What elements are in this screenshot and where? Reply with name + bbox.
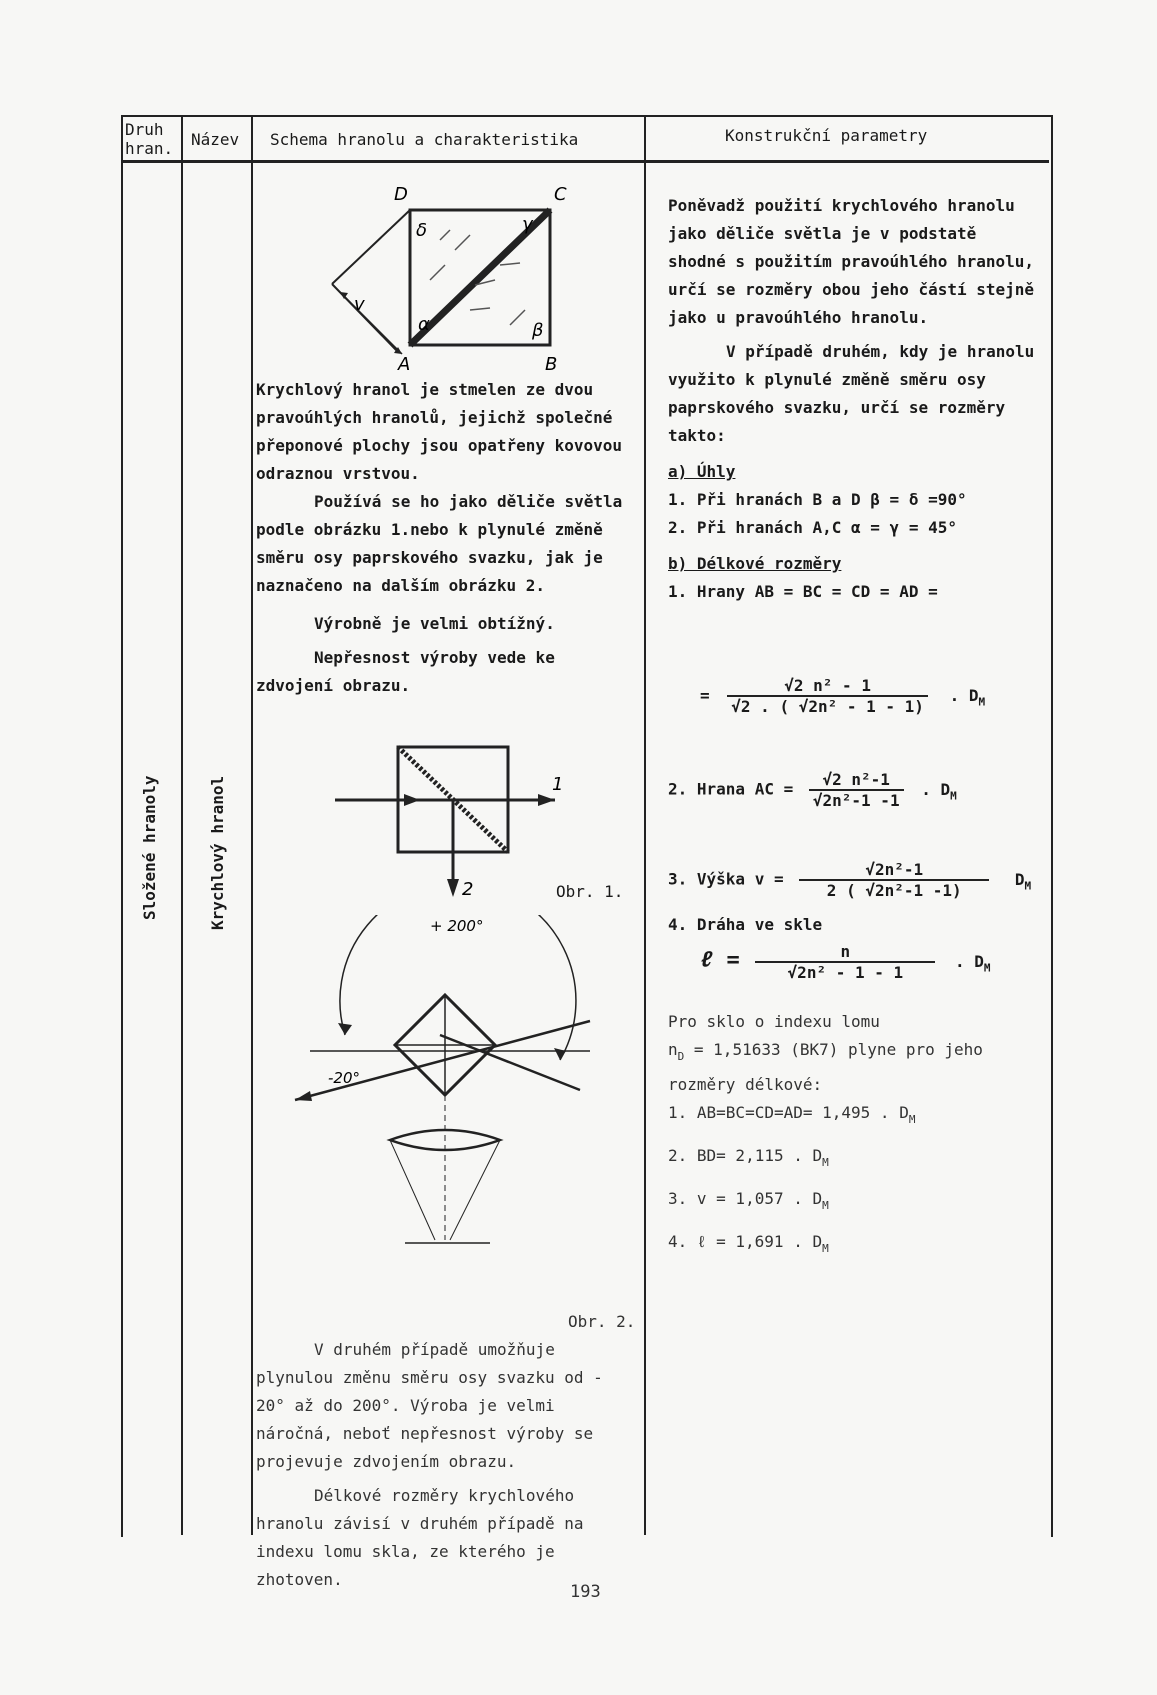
- formula-diagonal-label: 2. Hrana AC =: [668, 779, 794, 799]
- label-delta: δ: [416, 220, 428, 241]
- formula-path-label: 4. Dráha ve skle: [668, 915, 823, 934]
- params-paragraph-1: Poněvadž použití krychlového hranolu jako děliče světla je v podstatě shodné s použitím pravoúhlého hranolu, určí se rozměry obou jeho částí stejně jako u pravoúhlého hranolu.: [668, 196, 1035, 327]
- angles-item-1: 1. Při hranách B a D β = δ =90°: [668, 490, 967, 509]
- formula-diagonal-denominator: √2n²-1 -1: [812, 791, 900, 810]
- label-A: A: [398, 354, 411, 375]
- scheme-paragraph-2: Používá se ho jako děliče světla podle obrázku 1.nebo k plynulé změně směru osy paprskového svazku, jak je naznačeno na dalším obrázku 2.: [256, 492, 623, 595]
- scheme-paragraph-3: Výrobně je velmi obtížný.: [314, 614, 555, 633]
- column-divider: [251, 115, 253, 1535]
- label-output-2: 2: [462, 879, 474, 900]
- glass-values: Pro sklo o indexu lomu $n_D = 1,51633$ (BK7) plyne pro jeho rozměry délkové: 1. AB=BC=CD=AD= 1,495 . $D_M$ 2. BD= 2,115 . $D_M$ 3. v = 1,057 . $D_M$ 4. ℓ = 1,691 . $D_M$: [668, 1008, 1042, 1263]
- label-v: v: [354, 294, 365, 315]
- angles-item-2: 2. Při hranách A,C α = γ = 45°: [668, 518, 957, 537]
- lengths-title: b) Délkové rozměry: [668, 554, 842, 573]
- formula-height: 3. Výška v = $\frac{\text{√2n²-1}}{\text{2 ( √2n²-1 -1)}}$ $D_M$: [668, 860, 1032, 900]
- label-C: C: [554, 184, 567, 205]
- figure-2-caption: Obr. 2.: [568, 1312, 636, 1331]
- header-col-params: Konstrukční parametry: [725, 126, 928, 145]
- header-separator: [121, 160, 1049, 163]
- cube-prism-diagram: [310, 180, 580, 380]
- header-col-name: Název: [191, 130, 240, 149]
- label-beta: β: [532, 320, 544, 341]
- column-divider: [181, 115, 183, 1535]
- result-4: 4. ℓ = 1,691 . D: [668, 1232, 823, 1251]
- label-gamma: γ: [522, 214, 533, 235]
- formula-edges-denominator: √2 . ( √2n² - 1 - 1): [731, 697, 924, 716]
- scheme-paragraph-4: Nepřesnost výroby vede ke zdvojení obrazu.: [256, 648, 555, 695]
- formula-height-label: 3. Výška v =: [668, 869, 784, 889]
- label-D: D: [394, 184, 408, 205]
- formula-path-denominator: √2n² - 1 - 1: [787, 963, 904, 982]
- formula-edges: = $\frac{\text{√2 n² - 1}}{\text{√2 . ( √2n² - 1 - 1)}}$ . $D_M$: [700, 676, 986, 716]
- formula-height-denominator: 2 ( √2n²-1 -1): [826, 881, 962, 900]
- prism-name-label: Krychlový hranol: [208, 775, 227, 930]
- page-number: 193: [570, 1582, 601, 1602]
- label-output-1: 1: [552, 774, 564, 795]
- label-angle-left: -20°: [328, 1069, 360, 1087]
- lengths-item-1-label: 1. Hrany AB = BC = CD = AD =: [668, 582, 938, 601]
- scheme-paragraph-6: Délkové rozměry krychlového hranolu závisí v druhém případě na indexu lomu skla, ze kterého je zhotoven.: [256, 1486, 584, 1589]
- label-alpha: α: [418, 314, 430, 335]
- scheme-text-1: [256, 376, 640, 700]
- formula-edges-numerator: √2 n² - 1: [727, 676, 928, 697]
- prism-type-label: Složené hranoly: [140, 775, 159, 920]
- scheme-paragraph-1: Krychlový hranol je stmelen ze dvou pravoúhlých hranolů, jejichž společné přeponové plochy jsou opatřeny kovovou odraznou vrstvou.: [256, 380, 623, 483]
- formula-height-numerator: √2n²-1: [799, 860, 989, 881]
- formula-path: ℓ = $\frac{n}{\text{√2n² - 1 - 1}}$ . $D_M$: [700, 942, 991, 982]
- figure-2-rotating-prism: [290, 915, 630, 1265]
- formula-diagonal-numerator: √2 n²-1: [809, 770, 904, 791]
- header-col-scheme: Schema hranolu a charakteristika: [270, 130, 579, 149]
- header-col-type: Druh hran.: [125, 120, 174, 158]
- formula-path-numerator: n: [755, 942, 935, 963]
- figure-1-beam-splitter: [330, 745, 570, 905]
- glass-index: = 1,51633 (BK7) plyne pro jeho rozměry délkové:: [668, 1040, 983, 1094]
- label-angle-top: + 200°: [430, 917, 484, 935]
- scheme-text-2: [256, 1336, 640, 1594]
- dm-symbol: . D: [949, 685, 979, 705]
- angles-title: a) Úhly: [668, 462, 736, 481]
- result-1: 1. AB=BC=CD=AD= 1,495 . D: [668, 1103, 909, 1122]
- column-divider: [644, 115, 646, 1535]
- label-B: B: [545, 354, 558, 375]
- figure-1-caption: Obr. 1.: [556, 882, 624, 901]
- params-paragraph-2: V případě druhém, kdy je hranolu využito k plynulé změně směru osy paprskového svazku, určí se rozměry takto:: [668, 342, 1035, 445]
- scheme-paragraph-5: V druhém případě umožňuje plynulou změnu směru osy svazku od - 20° až do 200°. Výroba je velmi náročná, neboť nepřesnost výroby se projevuje zdvojením obrazu.: [256, 1340, 603, 1471]
- params-text: [668, 192, 1042, 606]
- formula-diagonal: 2. Hrana AC = $\frac{\text{√2 n²-1}}{\text{√2n²-1 -1}}$ . $D_M$: [668, 770, 957, 810]
- glass-intro: Pro sklo o indexu lomu: [668, 1012, 880, 1031]
- result-2: 2. BD= 2,115 . D: [668, 1146, 823, 1165]
- result-3: 3. v = 1,057 . D: [668, 1189, 823, 1208]
